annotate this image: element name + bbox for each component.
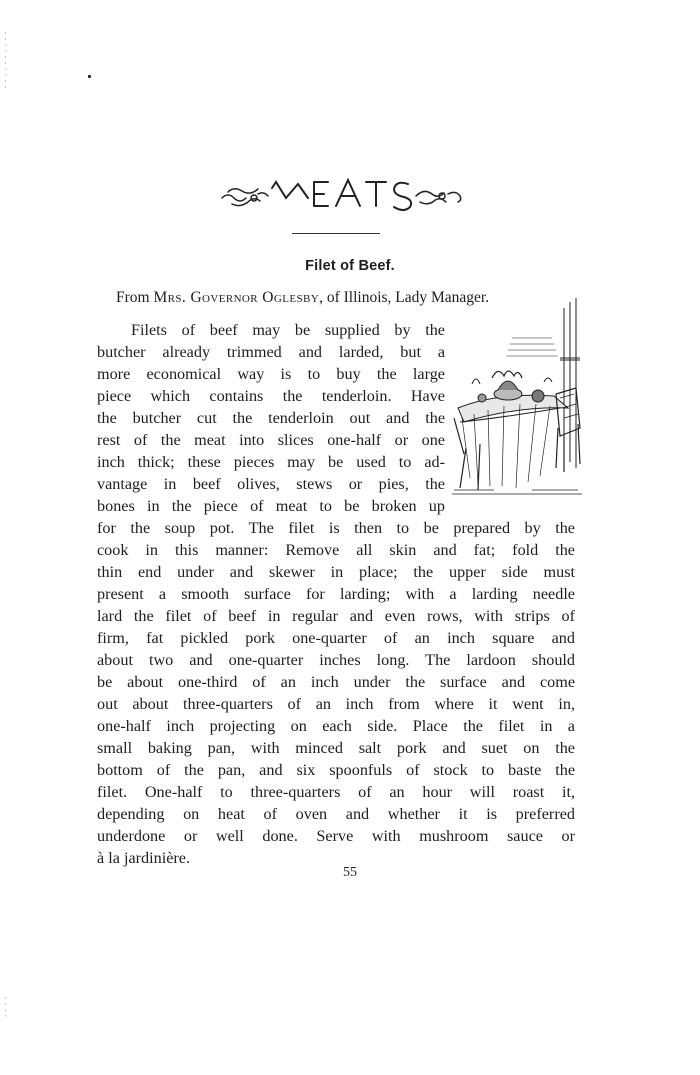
- margin-dots-top: [4, 30, 7, 90]
- text-line: be about one-third of an inch under the surface and come: [97, 673, 575, 691]
- meats-heading-graphic: [210, 174, 470, 216]
- margin-dots-bottom: [4, 995, 7, 1021]
- text-line: depending on heat of oven and whether it is preferred: [97, 805, 575, 823]
- text-line: thin end under and skewer in place; the upper side must: [97, 563, 575, 581]
- text-line: small baking pan, with minced salt pork and suet on the: [97, 739, 575, 757]
- text-line: underdone or well done. Serve with mushroom sauce or: [97, 827, 575, 845]
- text-line: present a smooth surface for larding; with a larding needle: [97, 585, 575, 603]
- recipe-title: Filet of Beef.: [305, 258, 395, 274]
- text-line: inch thick; these pieces may be used to ad-: [97, 453, 445, 471]
- text-line: à la jardinière.: [97, 849, 191, 867]
- text-line: butcher already trimmed and larded, but a: [97, 343, 445, 361]
- title-rule: [292, 233, 380, 234]
- text-line: one-half inch projecting on each side. Place the filet in a: [97, 717, 575, 735]
- text-line: cook in this manner: Remove all skin and fat; fold the: [97, 541, 575, 559]
- text-line: filet. One-half to three-quarters of an hour will roast it,: [97, 783, 575, 801]
- margin-speck: [88, 75, 91, 78]
- text-line: vantage in beef olives, stews or pies, the: [97, 475, 445, 493]
- text-line: rest of the meat into slices one-half or one: [97, 431, 445, 449]
- text-line: Filets of beef may be supplied by the: [131, 321, 445, 339]
- text-line: about two and one-quarter inches long. The lardoon should: [97, 651, 575, 669]
- text-line: lard the filet of beef in regular and even rows, with strips of: [97, 607, 575, 625]
- text-line: out about three-quarters of an inch from where it went in,: [97, 695, 575, 713]
- page-number: 55: [343, 865, 357, 880]
- text-line: the butcher cut the tenderloin out and the: [97, 409, 445, 427]
- attribution-line: [116, 289, 489, 307]
- attribution-prefix: From: [116, 289, 150, 306]
- text-line: more economical way is to buy the large: [97, 365, 445, 383]
- text-line: firm, fat pickled pork one-quarter of an inch square and: [97, 629, 575, 647]
- text-line: piece which contains the tenderloin. Have: [97, 387, 445, 405]
- attribution-name: Mrs. Governor Oglesby: [153, 289, 320, 306]
- dining-table-illustration: [452, 298, 582, 498]
- meats-heading-ornament: [210, 174, 470, 216]
- text-line: for the soup pot. The filet is then to be prepared by the: [97, 519, 575, 537]
- section-heading-text: MEATS: [340, 200, 344, 201]
- dining-table-engraving: [452, 298, 582, 498]
- text-line: bones in the piece of meat to be broken up: [97, 497, 445, 515]
- attribution-suffix: , of Illinois, Lady Manager.: [319, 289, 490, 306]
- text-line: bottom of the pan, and six spoonfuls of stock to baste the: [97, 761, 575, 779]
